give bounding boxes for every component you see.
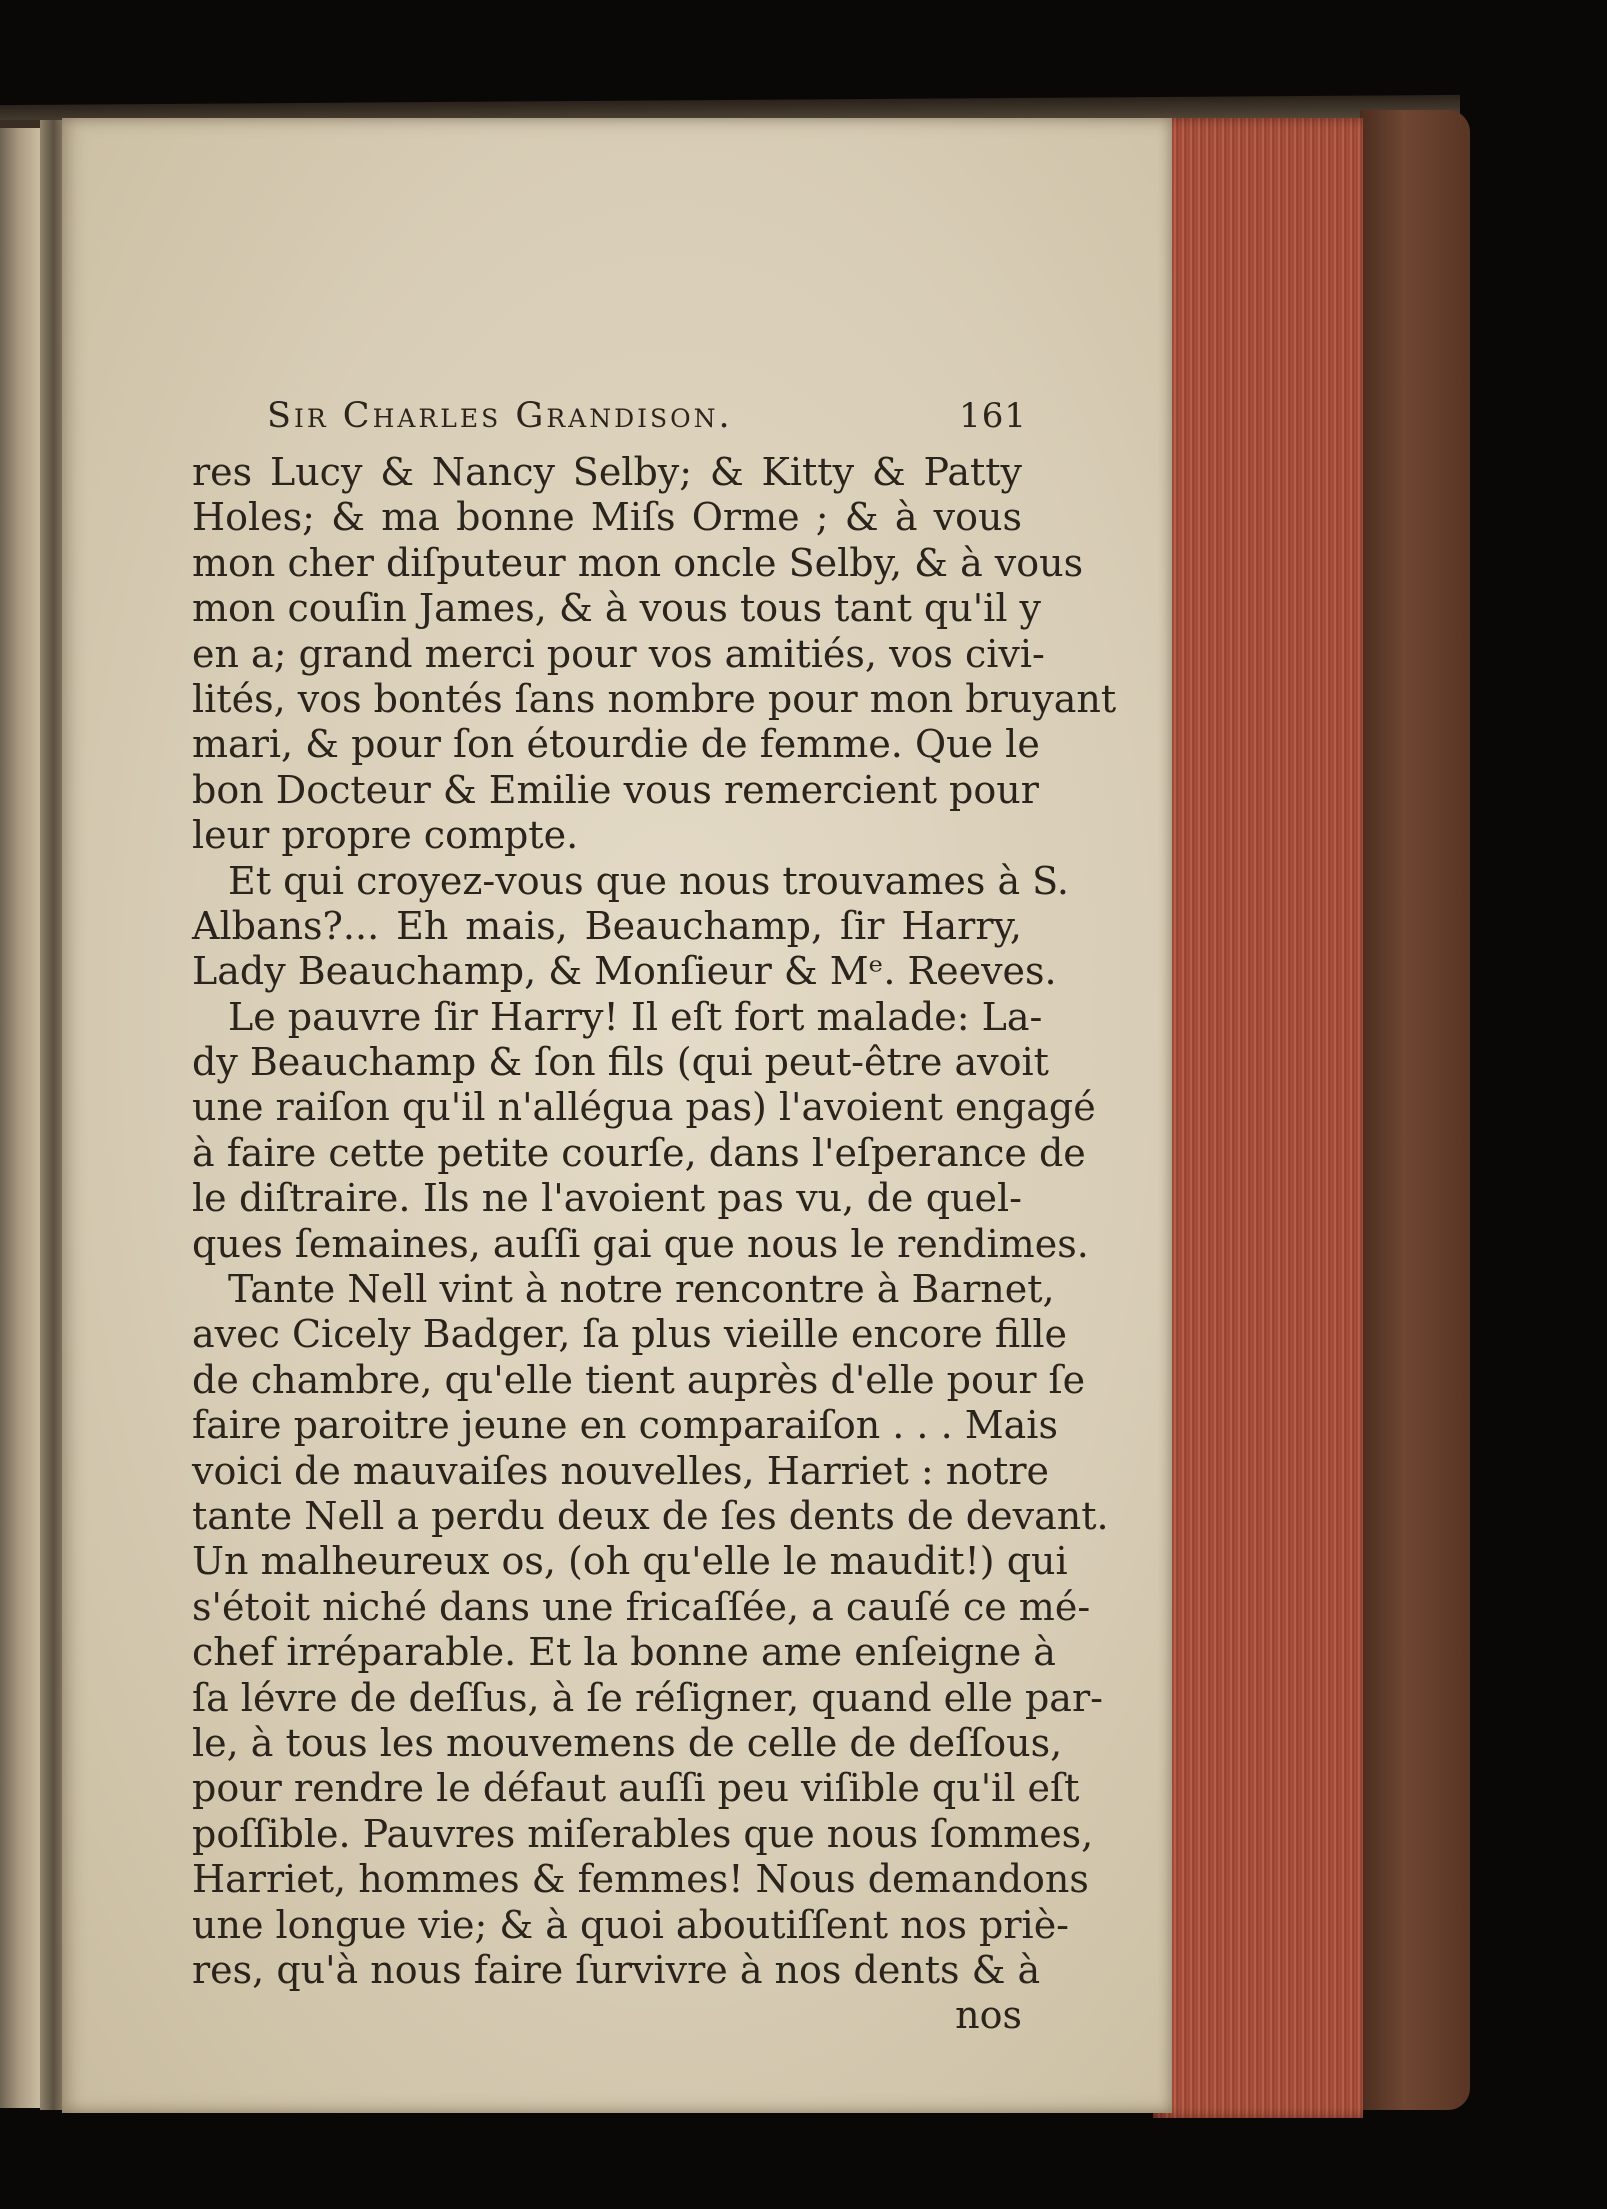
text-line: ques ſemaines, auſſi gai que nous le rendimes. [192, 1221, 1089, 1266]
text-line: pour rendre le défaut auſſi peu viſible qu'il eſt [192, 1766, 1080, 1811]
text-line: de chambre, qu'elle tient auprès d'elle pour ſe [192, 1357, 1086, 1402]
catchword: nos [955, 1993, 1022, 2038]
text-line: Holes; & ma bonne Miſs Orme ; & à vous [192, 495, 1022, 540]
text-line: voici de mauvaiſes nouvelles, Harriet : notre [192, 1448, 1049, 1493]
body-lines [192, 450, 1117, 2039]
text-line: res Lucy & Nancy Selby; & Kitty & Patty [192, 450, 1022, 494]
text-line: dy Beauchamp & ſon fils (qui peut-être avoit [192, 1040, 1049, 1085]
text-line: Lady Beauchamp, & Monſieur & Mᵉ. Reeves. [192, 949, 1057, 994]
book-cover-board [1360, 110, 1470, 2110]
book-page [62, 118, 1172, 2113]
text-line: Albans?... Eh mais, Beauchamp, ſir Harry, [192, 903, 1022, 948]
page-fore-edge [1153, 118, 1363, 2118]
text-line: une longue vie; & à quoi aboutiſſent nos priè- [192, 1902, 1070, 1947]
text-line: ſa lévre de deſſus, à ſe réſigner, quand elle par- [192, 1675, 1103, 1720]
text-line: faire paroitre jeune en comparaiſon . . . Mais [192, 1403, 1058, 1448]
text-line: Et qui croyez-vous que nous trouvames à S. [228, 858, 1069, 903]
text-line: le diſtraire. Ils ne l'avoient pas vu, de quel- [192, 1176, 1022, 1221]
text-line: bon Docteur & Emilie vous remercient pour [192, 767, 1039, 812]
text-line: Le pauvre ſir Harry! Il eſt fort malade: La- [228, 994, 1043, 1039]
running-head-title: Sir Charles Grandison. [267, 396, 733, 436]
text-line: mon couſin James, & à vous tous tant qu'il y [192, 586, 1042, 631]
text-line: s'étoit niché dans une fricaſſée, a cauſé ce mé- [192, 1584, 1091, 1629]
text-line: à faire cette petite courſe, dans l'eſperance de [192, 1130, 1086, 1175]
text-line: avec Cicely Badger, ſa plus vieille encore fille [192, 1312, 1068, 1357]
text-line: poſſible. Pauvres miſerables que nous ſommes, [192, 1811, 1094, 1856]
page-number: 161 [959, 396, 1027, 436]
text-line: Un malheureux os, (oh qu'elle le maudit!) qui [192, 1539, 1068, 1584]
text-line: Tante Nell vint à notre rencontre à Barnet, [228, 1267, 1055, 1312]
text-line: une raiſon qu'il n'allégua pas) l'avoient engagé [192, 1085, 1096, 1130]
text-line: leur propre compte. [192, 813, 579, 858]
text-line: en a; grand merci pour vos amitiés, vos civi- [192, 631, 1045, 676]
text-line: tante Nell a perdu deux de ſes dents de devant. [192, 1493, 1109, 1538]
text-line: le, à tous les mouvemens de celle de deſſous, [192, 1720, 1063, 1765]
text-line: mon cher diſputeur mon oncle Selby, & à vous [192, 540, 1084, 585]
text-line: lités, vos bontés ſans nombre pour mon bruyant [192, 676, 1117, 721]
running-head [267, 396, 1027, 436]
text-line: Harriet, hommes & femmes! Nous demandons [192, 1857, 1089, 1902]
text-line: res, qu'à nous faire ſurvivre à nos dents & à [192, 1947, 1041, 1992]
text-line: chef irréparable. Et la bonne ame enſeigne à [192, 1630, 1056, 1675]
text-line: mari, & pour ſon étourdie de femme. Que le [192, 722, 1040, 767]
